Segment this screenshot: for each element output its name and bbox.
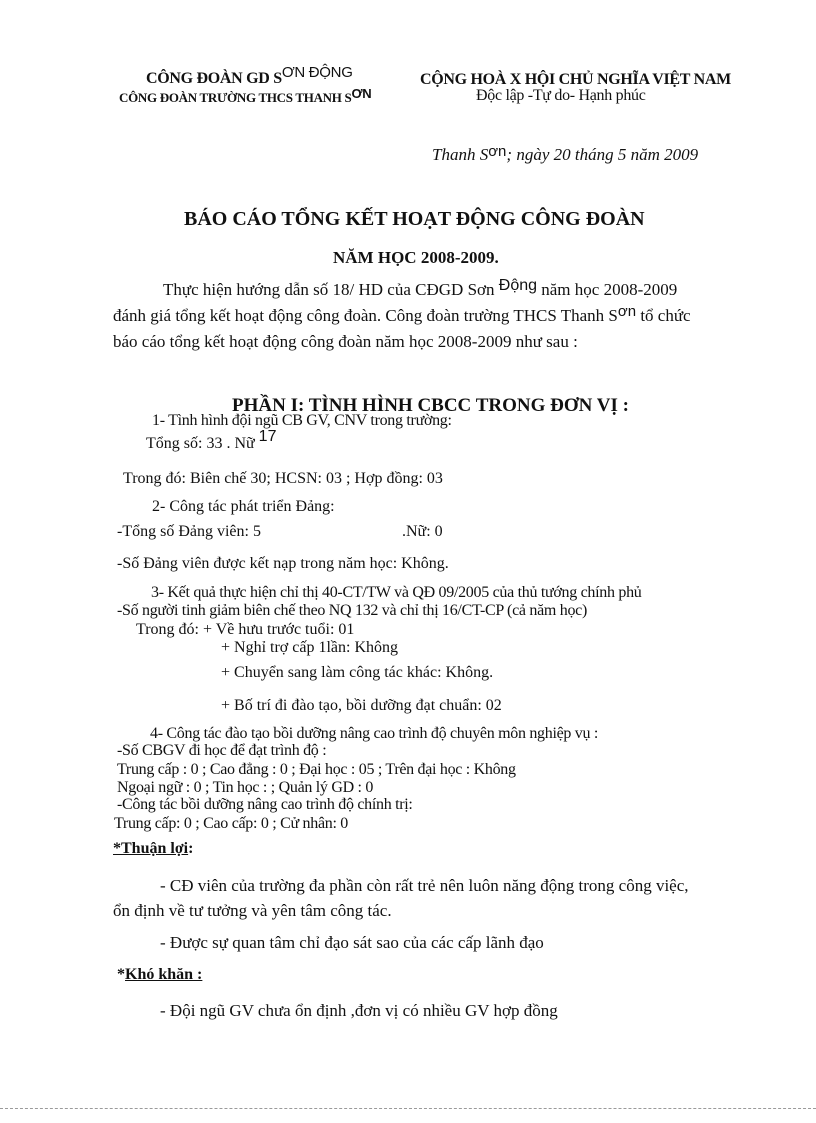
section4-study-other: Ngoại ngữ : 0 ; Tin học : ; Quản lý GD : 0 [117,779,374,796]
section4-political-levels: Trung cấp: 0 ; Cao cấp: 0 ; Cử nhân: 0 [114,815,348,832]
intro-line-3: báo cáo tổng kết hoạt động công đoàn năm học 2008-2009 như sau : [113,332,578,351]
advantage-item-2: - Được sự quan tâm chỉ đạo sát sao của các cấp lãnh đạo [160,933,544,952]
section1-detail: Trong đó: Biên chế 30; HCSN: 03 ; Hợp đồng: 03 [123,470,443,487]
national-title: CỘNG HOÀ X HỘI CHỦ NGHĨA VIỆT NAM [420,71,731,88]
section4-study-levels: Trung cấp : 0 ; Cao đẳng : 0 ; Đại học : 05 ; Trên đại học : Không [117,761,516,778]
section2-party-female: .Nữ: 0 [402,523,443,540]
section1-total: Tổng số: 33 . Nữ 17 [146,428,277,452]
advantage-item-1-line-2: ổn định về tư tưởng và yên tâm công tác. [113,901,392,920]
advantages-heading: *Thuận lợi: [113,840,194,857]
section3-retire-early: Trong đó: + Về hưu trước tuổi: 01 [136,621,355,638]
difficulties-heading: *Khó khăn : [117,966,203,983]
dateline: Thanh Sơn; ngày 20 tháng 5 năm 2009 [432,143,699,164]
intro-line-1: Thực hiện hướng dẫn số 18/ HD của CĐGD Sơn Động năm học 2008-2009 [163,277,678,299]
section3-title: 3- Kết quả thực hiện chỉ thị 40-CT/TW và QĐ 09/2005 của thủ tướng chính phủ [151,584,642,601]
intro-line-2-super: ơn [617,303,637,320]
section2-party-members: -Tổng số Đảng viên: 5 [117,523,261,540]
union-name-school: CÔNG ĐOÀN TRƯỜNG THCS THANH SƠN [119,86,372,105]
section4-political-heading: -Công tác bồi dưỡng nâng cao trình độ chính trị: [117,796,413,813]
section3-transfer: + Chuyển sang làm công tác khác: Không. [221,664,494,681]
report-title: BÁO CÁO TỔNG KẾT HOẠT ĐỘNG CÔNG ĐOÀN [184,208,645,230]
section1-title: 1- Tình hình đội ngũ CB GV, CNV trong trường: [152,412,452,429]
section3-one-time-allowance: + Nghỉ trợ cấp 1lần: Không [221,639,399,656]
part1-heading: PHẦN I: TÌNH HÌNH CBCC TRONG ĐƠN VỊ : [232,395,629,416]
national-motto: Độc lập -Tự do- Hạnh phúc [476,87,646,104]
section4-study-heading: -Số CBGV đi học để đạt trình độ : [117,742,327,759]
section2-title: 2- Công tác phát triển Đảng: [152,498,335,515]
page-bottom-divider [0,1108,816,1109]
advantage-item-1-line-1: - CĐ viên của trường đa phần còn rất trẻ nên luôn năng động trong công việc, [160,876,689,895]
union-name-district: CÔNG ĐOÀN GD SƠN ĐỘNG [146,64,353,87]
intro-line-1-super: Động [498,277,538,294]
dateline-place-suffix: ơn [488,143,507,160]
union-name-school-suffix: ƠN [351,86,372,101]
section2-new-members: -Số Đảng viên được kết nạp trong năm học: Không. [117,555,449,572]
section4-title: 4- Công tác đào tạo bồi dưỡng nâng cao trình độ chuyên môn nghiệp vụ : [150,725,599,742]
difficulty-item-1: - Đội ngũ GV chưa ổn định ,đơn vị có nhiều GV hợp đồng [160,1001,558,1020]
union-name-district-suffix: ƠN ĐỘNG [281,64,353,81]
section3-training: + Bố trí đi đào tạo, bồi dưỡng đạt chuẩn: 02 [221,697,502,714]
report-subtitle: NĂM HỌC 2008-2009. [333,248,499,267]
section3-reduction: -Số người tinh giảm biên chế theo NQ 132 và chỉ thị 16/CT-CP (cả năm học) [117,602,587,619]
intro-line-2: đánh giá tổng kết hoạt động công đoàn. Công đoàn trường THCS Thanh Sơn tổ chức [113,303,691,325]
section1-female-count: 17 [258,428,277,445]
